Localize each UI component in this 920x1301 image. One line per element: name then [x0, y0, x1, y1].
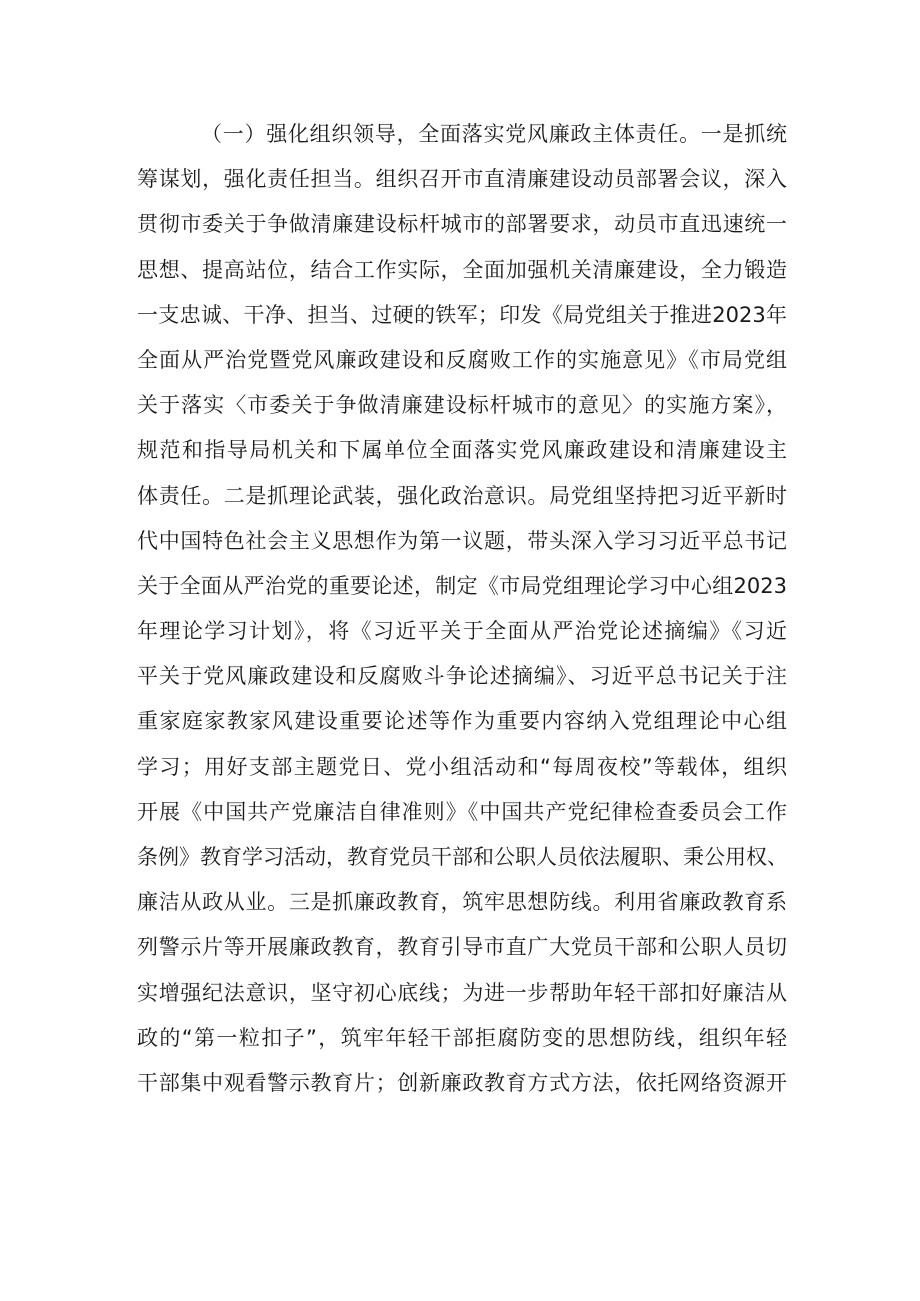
text-line: 政的“第一粒扣子”，筑牢年轻干部拒腐防变的思想防线，组织年轻	[137, 1025, 787, 1050]
text-line: 体责任。二是抓理论武装，强化政治意识。局党组坚持把习近平新时	[137, 483, 787, 508]
text-line: 一支忠诚、干净、担当、过硬的铁军；印发《局党组关于推进2023年	[137, 302, 787, 327]
text-line: 筹谋划，强化责任担当。组织召开市直清廉建设动员部署会议，深入	[137, 167, 787, 192]
text-line: 关于全面从严治党的重要论述，制定《市局党组理论学习中心组2023	[137, 573, 787, 598]
text-line: 代中国特色社会主义思想作为第一议题，带头深入学习习近平总书记	[137, 528, 787, 553]
text-line: 开展《中国共产党廉洁自律准则》《中国共产党纪律检查委员会工作	[137, 799, 787, 824]
text-line: 干部集中观看警示教育片；创新廉政教育方式方法，依托网络资源开	[137, 1070, 787, 1095]
text-line: （一）强化组织领导，全面落实党风廉政主体责任。一是抓统	[201, 122, 787, 146]
text-line: 学习；用好支部主题党日、党小组活动和“每周夜校”等载体，组织	[137, 754, 787, 779]
text-line: 条例》教育学习活动，教育党员干部和公职人员依法履职、秉公用权、	[137, 845, 788, 869]
text-line: 年理论学习计划》，将《习近平关于全面从严治党论述摘编》《习近	[137, 619, 787, 644]
text-line: 关于落实〈市委关于争做清廉建设标杆城市的意见〉的实施方案》，	[137, 393, 787, 418]
text-line: 思想、提高站位，结合工作实际，全面加强机关清廉建设，全力锻造	[137, 257, 787, 282]
text-line: 列警示片等开展廉政教育，教育引导市直广大党员干部和公职人员切	[137, 935, 787, 960]
text-line: 实增强纪法意识，坚守初心底线；为进一步帮助年轻干部扣好廉洁从	[137, 980, 787, 1005]
text-line: 廉洁从政从业。三是抓廉政教育，筑牢思想防线。利用省廉政教育系	[137, 890, 787, 915]
text-line: 贯彻市委关于争做清廉建设标杆城市的部署要求，动员市直迅速统一	[137, 212, 787, 237]
body-paragraph	[137, 112, 787, 1106]
text-line: 全面从严治党暨党风廉政建设和反腐败工作的实施意见》《市局党组	[137, 347, 787, 372]
text-line: 平关于党风廉政建设和反腐败斗争论述摘编》、习近平总书记关于注	[137, 664, 787, 689]
text-line: 重家庭家教家风建设重要论述等作为重要内容纳入党组理论中心组	[137, 709, 787, 734]
text-line: 规范和指导局机关和下属单位全面落实党风廉政建设和清廉建设主	[137, 438, 787, 463]
